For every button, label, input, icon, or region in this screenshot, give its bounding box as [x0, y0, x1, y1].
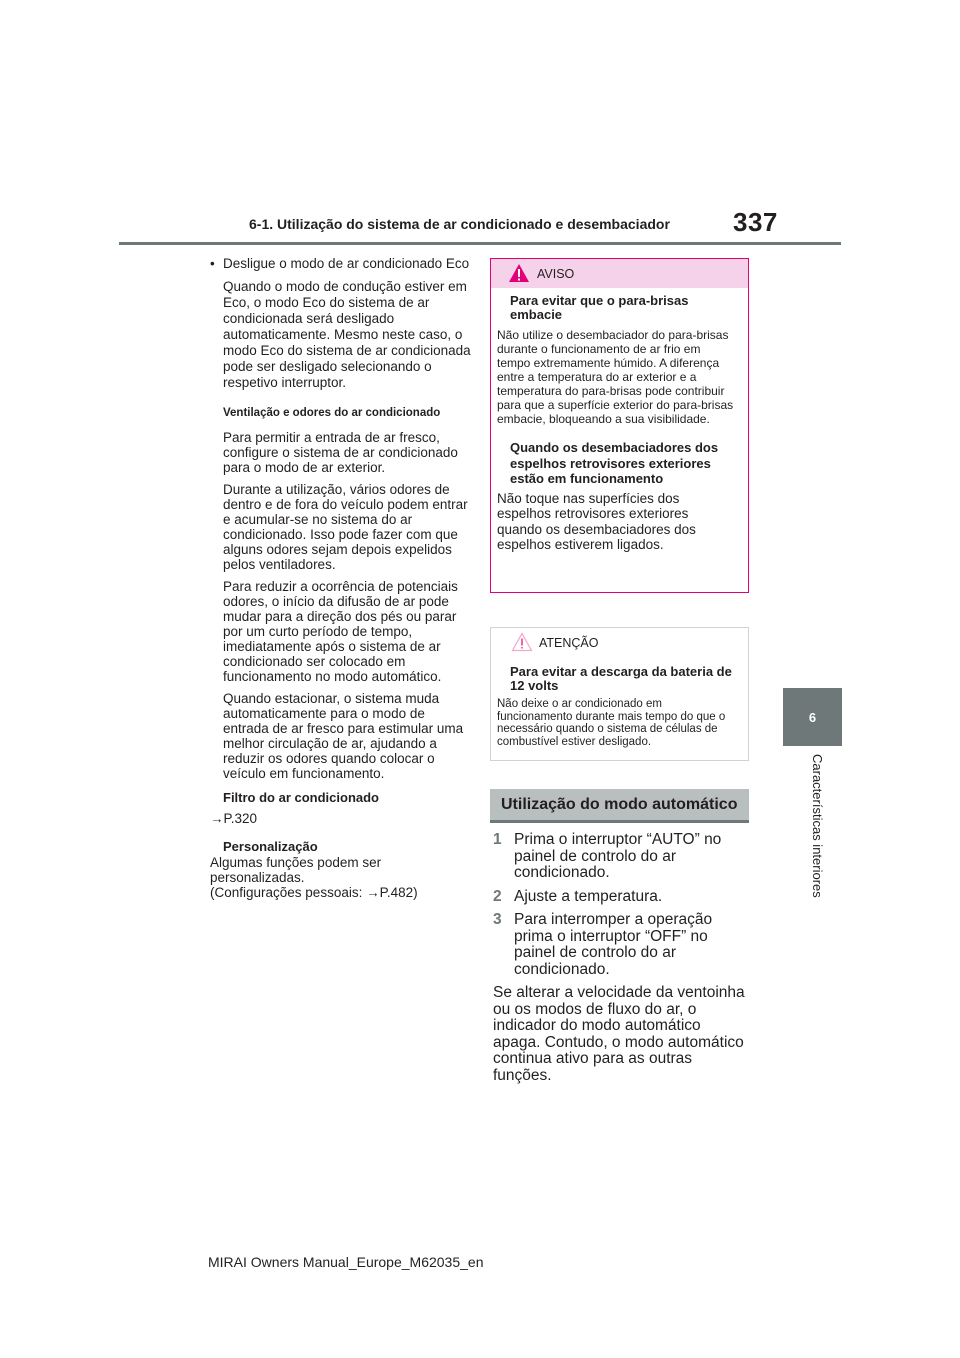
- ventilation-heading: Ventilação e odores do ar condicionado: [223, 407, 441, 419]
- caution-sub-1: Para evitar a descarga da bateria de 12 volts: [510, 664, 732, 693]
- filter-page-link[interactable]: →P.320: [210, 811, 258, 826]
- page-number: 337: [733, 207, 778, 237]
- step-number: 2: [493, 887, 502, 905]
- eco-paragraph: Quando o modo de condução estiver em Eco, o modo Eco do sistema de ar condicionada será desligado automaticamente. Mesmo neste caso, o modo Eco do sistema de ar condicionada pode ser desligado selecionando o respetivo interruptor.: [223, 279, 471, 390]
- warning-box: [490, 258, 749, 593]
- step-text: Para interromper a operação prima o interruptor “OFF” no painel de controlo do ar condicionado.: [514, 911, 713, 978]
- auto-section-title: Utilização do modo automático: [490, 789, 749, 823]
- caution-header: [491, 628, 748, 657]
- warning-sub-1: Para evitar que o para-brisas embacie: [510, 293, 689, 322]
- custom-page-link[interactable]: (Configurações pessoais: →P.482): [210, 885, 418, 900]
- ventilation-paragraph-1: Para permitir a entrada de ar fresco, configure o sistema de ar condicionado para o modo de ar exterior.: [223, 430, 458, 475]
- step-text: Ajuste a temperatura.: [514, 887, 663, 905]
- auto-note: Se alterar a velocidade da ventoinha ou os modos de fluxo do ar, o indicador do modo automático apaga. Contudo, o modo automático continua ativo para as outras funções.: [493, 984, 745, 1084]
- step-number: 1: [493, 831, 502, 848]
- caution-text-1: Não deixe o ar condicionado em funcionamento durante mais tempo do que o necessário quando o sistema de células de combustível estiver desligado.: [497, 698, 726, 748]
- step-item: [493, 832, 748, 882]
- ventilation-paragraph-3: Para reduzir a ocorrência de potenciais odores, o início da difusão de ar pode mudar para a direção dos pés ou parar por um curto período de tempo, imediatamente após o sistema de ar condicionado ser colocado em funcionamento no modo automático.: [223, 579, 458, 684]
- warning-icon: [508, 263, 530, 283]
- caution-icon: [511, 632, 533, 652]
- section-title: 6-1. Utilização do sistema de ar condicionado e desembaciador: [249, 216, 670, 232]
- footer-text: MIRAI Owners Manual_Europe_M62035_en: [208, 1254, 484, 1270]
- warning-sub-2: Quando os desembaciadores dos espelhos retrovisores exteriores estão em funcionamento: [510, 440, 719, 486]
- custom-text: Algumas funções podem ser personalizadas.: [210, 855, 382, 885]
- eco-bullet: [210, 256, 472, 271]
- step-number: 3: [493, 911, 502, 928]
- left-column: [210, 256, 472, 900]
- header-rule: [119, 242, 841, 245]
- warning-header: [491, 259, 748, 288]
- eco-bullet-text: Desligue o modo de ar condicionado Eco: [223, 256, 470, 271]
- warning-title: AVISO: [537, 266, 575, 281]
- warning-text-1: Não utilize o desembaciador do para-brisas durante o funcionamento de ar frio em tempo extremamente húmido. A diferença entre a temperatura do ar exterior e a temperatura do para-brisas pode contribuir para que a superfície exterior do para-brisas embacie, bloqueando a sua visibilidade.: [497, 328, 734, 426]
- filter-heading: Filtro do ar condicionado: [223, 790, 379, 805]
- step-item: [493, 889, 748, 906]
- ventilation-paragraph-4: Quando estacionar, o sistema muda automaticamente para o modo de entrada de ar fresco para estimular uma melhor circulação de ar, ajudando a reduzir os odores quando colocar o veículo em funcionamento.: [223, 691, 464, 781]
- step-text: Prima o interruptor “AUTO” no painel de controlo do ar condicionado.: [514, 831, 722, 881]
- custom-heading: Personalização: [223, 839, 318, 854]
- caution-title: ATENÇÃO: [539, 635, 599, 650]
- ventilation-paragraph-2: Durante a utilização, vários odores de dentro e de fora do veículo podem entrar e acumular-se no sistema do ar condicionado. Isso pode fazer com que alguns odores sejam depois expelidos pelos ventiladores.: [223, 482, 468, 572]
- warning-text-2: Não toque nas superfícies dos espelhos retrovisores exteriores quando os desembaciadores dos espelhos estiverem ligados.: [497, 490, 696, 552]
- caution-box: [490, 627, 749, 761]
- bullet-marker: •: [210, 256, 215, 271]
- chapter-tab[interactable]: 6: [783, 688, 842, 746]
- step-item: [493, 912, 748, 978]
- auto-steps: [493, 832, 748, 1084]
- chapter-label: Características interiores: [810, 754, 825, 898]
